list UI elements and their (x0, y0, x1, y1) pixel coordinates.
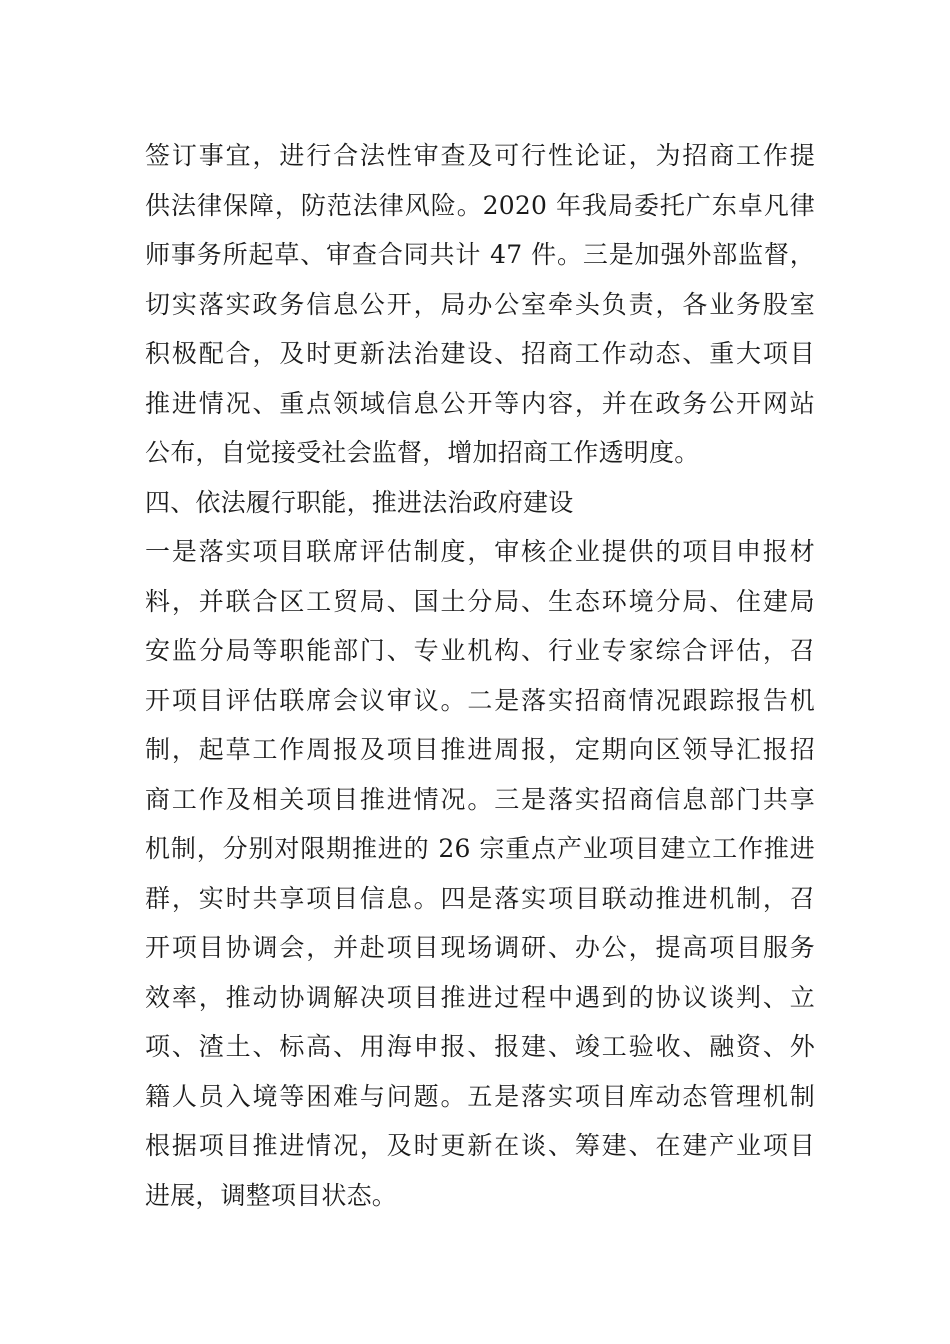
document-body (145, 131, 815, 1220)
text-line: 项、渣土、标高、用海申报、报建、竣工验收、融资、外 (145, 1032, 815, 1061)
text-line: 公布，自觉接受社会监督，增加招商工作透明度。 (145, 438, 700, 467)
text-line: 料，并联合区工贸局、国土分局、生态环境分局、住建局 (145, 586, 815, 616)
text-line: 籍人员入境等困难与问题。五是落实项目库动态管理机制 (145, 1081, 815, 1111)
text-line: 商工作及相关项目推进情况。三是落实招商信息部门共享 (145, 784, 815, 814)
text-line: 积极配合，及时更新法治建设、招商工作动态、重大项目 (145, 339, 815, 368)
text-line: 开项目协调会，并赴项目现场调研、办公，提高项目服务 (145, 933, 815, 962)
text-line: 切实落实政务信息公开，局办公室牵头负责，各业务股室 (145, 289, 815, 319)
paragraph-legal-supervision (145, 131, 815, 478)
text-line: 机制，分别对限期推进的 26 宗重点产业项目建立工作推进 (145, 834, 815, 863)
text-line: 进展，调整项目状态。 (145, 1180, 398, 1210)
text-line: 群，实时共享项目信息。四是落实项目联动推进机制，召 (145, 883, 815, 913)
text-line: 一是落实项目联席评估制度，审核企业提供的项目申报材 (145, 537, 815, 566)
paragraph-government-functions (145, 527, 815, 1220)
section-heading: 四、依法履行职能，推进法治政府建设 (145, 487, 574, 517)
text-line: 签订事宜，进行合法性审查及可行性论证，为招商工作提 (145, 141, 815, 170)
text-line: 供法律保障，防范法律风险。2020 年我局委托广东卓凡律 (145, 190, 815, 220)
text-line: 安监分局等职能部门、专业机构、行业专家综合评估，召 (145, 636, 815, 665)
text-line: 效率，推动协调解决项目推进过程中遇到的协议谈判、立 (145, 982, 815, 1012)
text-line: 制，起草工作周报及项目推进周报，定期向区领导汇报招 (145, 735, 815, 764)
text-line: 推进情况、重点领域信息公开等内容，并在政务公开网站 (145, 388, 815, 418)
text-line: 师事务所起草、审查合同共计 47 件。三是加强外部监督， (145, 240, 815, 269)
text-line: 根据项目推进情况，及时更新在谈、筹建、在建产业项目 (145, 1131, 815, 1160)
text-line: 开项目评估联席会议审议。二是落实招商情况跟踪报告机 (145, 685, 815, 715)
